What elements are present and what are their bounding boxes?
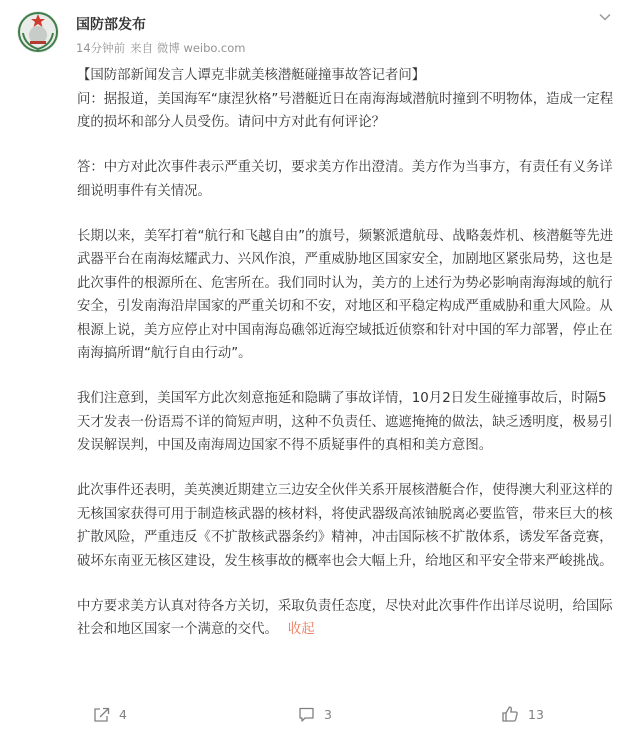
- avatar[interactable]: [17, 11, 59, 53]
- post-time[interactable]: 14分钟前: [76, 41, 126, 55]
- share-count: 4: [119, 706, 127, 722]
- post-paragraph: 我们注意到，美国军方此次刻意拖延和隐瞒了事故详情，10月2日发生碰撞事故后，时隔5天才发表一份语焉不详的简短声明，这种不负责任、遮遮掩掩的做法，缺乏透明度，极易引发误解误判，中国及南海周边国家不得不质疑事件的真相和美方意图。: [77, 391, 613, 453]
- post-paragraph-answer: 答：中方对此次事件表示严重关切，要求美方作出澄清。美方作为当事方，有责任有义务详细说明事件有关情况。: [77, 160, 613, 199]
- ministry-emblem-icon: [17, 11, 59, 53]
- action-bar: [0, 700, 627, 730]
- post-paragraph-question: 问：据报道，美国海军“康涅狄格”号潜艇近日在南海海域潜航时撞到不明物体，造成一定程度的损坏和部分人员受伤。请问中方对此有何评论？: [77, 91, 614, 130]
- like-button[interactable]: [501, 704, 544, 724]
- post-paragraph-text: 中方要求美方认真对待各方关切，采取负责任态度，尽快对此次事件作出详尽说明，给国际社会和地区国家一个满意的交代。: [77, 598, 613, 637]
- post-paragraph: 长期以来，美军打着“航行和飞越自由”的旗号，频繁派遣航母、战略轰炸机、核潜艇等先进武器平台在南海炫耀武力、兴风作浪，严重威胁地区国家安全，加剧地区紧张局势，这也是此次事件的根源所在、危害所在。我们同时认为，美方的上述行为势必影响南海海域的航行安全，引发南海沿岸国家的严重关切和不安，对地区和平稳定构成严重威胁和重大风险。从根源上说，美方应停止对中国南海岛礁邻近海空域抵近侦察和针对中国的军力部署，停止在南海搞所谓“航行自由行动”。: [77, 228, 614, 361]
- collapse-button[interactable]: 收起: [287, 622, 315, 637]
- post-paragraph-title: 【国防部新闻发言人谭克非就美核潜艇碰撞事故答记者问】: [77, 68, 426, 83]
- share-icon: [93, 706, 110, 723]
- post-meta: [76, 40, 250, 56]
- thumbs-up-icon: [501, 705, 519, 723]
- post-header: [0, 0, 627, 64]
- comment-icon: [298, 706, 315, 723]
- comment-button[interactable]: [298, 704, 332, 724]
- post-paragraph: 此次事件还表明，美英澳近期建立三边安全伙伴关系开展核潜艇合作，使得澳大利亚这样的无核国家获得可用于制造核武器的核材料，将使武器级高浓铀脱离必要监管，带来巨大的核扩散风险，严重违反《不扩散核武器条约》精神，冲击国际核不扩散体系，诱发军备竞赛，破坏东南亚无核区建设，发生核事故的概率也会大幅上升，给地区和平安全带来严峻挑战。: [77, 483, 613, 569]
- chevron-down-icon[interactable]: [597, 9, 613, 25]
- post-source: 来自 微博 weibo.com: [130, 41, 246, 55]
- like-count: 13: [528, 706, 544, 722]
- comment-count: 3: [324, 706, 332, 722]
- post-paragraph-last: [77, 595, 617, 642]
- post-body: [77, 64, 617, 642]
- share-button[interactable]: [93, 704, 127, 724]
- author-name[interactable]: 国防部发布: [76, 17, 146, 33]
